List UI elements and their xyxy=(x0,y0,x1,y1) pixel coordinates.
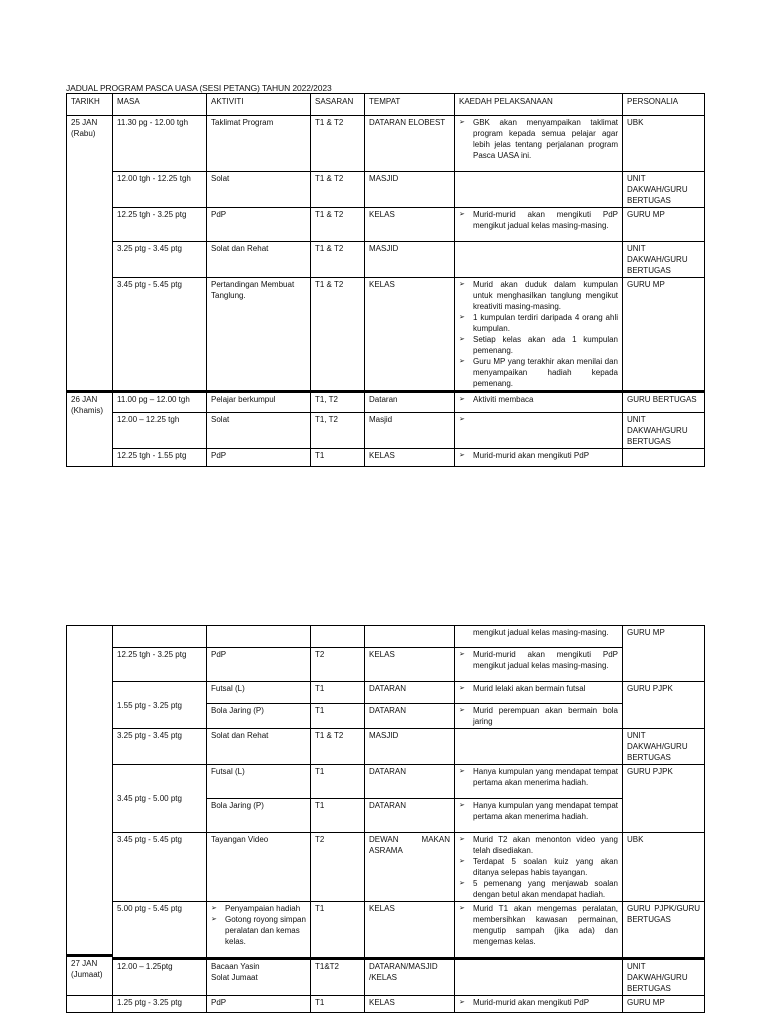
tempat-cell xyxy=(365,959,455,996)
header-aktiviti: AKTIVITI xyxy=(207,94,311,116)
masa-cell: 3.25 ptg - 3.45 ptg xyxy=(113,242,207,278)
header-tarikh: TARIKH xyxy=(67,94,113,116)
aktiviti-cell: Solat dan Rehat xyxy=(207,242,311,278)
aktiviti-cell: PdP xyxy=(207,208,311,242)
aktiviti-cell: Pertandingan Membuat Tanglung. xyxy=(207,278,311,392)
tempat-cell: KELAS xyxy=(365,648,455,682)
tempat-cell: DATARAN xyxy=(365,765,455,799)
arrowhead-bullet-icon: ➢ xyxy=(459,836,465,843)
sasaran-cell: T1 & T2 xyxy=(311,116,365,172)
kaedah-cell xyxy=(455,208,623,242)
aktiviti-cell: Futsal (L) xyxy=(207,765,311,799)
header-masa: MASA xyxy=(113,94,207,116)
sasaran-cell: T1 xyxy=(311,682,365,704)
sasaran-cell: T1&T2 xyxy=(311,959,365,996)
personalia-cell: UNIT DAKWAH/GURU BERTUGAS xyxy=(623,413,705,449)
masa-cell xyxy=(113,626,207,648)
table-row xyxy=(67,626,705,648)
kaedah-item: ➢ Hanya kumpulan yang mendapat tempat pertama akan menerima hadiah. xyxy=(459,767,618,787)
personalia-cell: UNIT DAKWAH/GURU BERTUGAS xyxy=(623,172,705,208)
tempat-cell: DATARAN xyxy=(365,799,455,833)
table-row xyxy=(67,278,705,392)
kaedah-cell xyxy=(455,116,623,172)
masa-cell: 12.00 – 1.25ptg xyxy=(113,959,207,996)
personalia-cell: GURU MP xyxy=(623,626,705,682)
masa-cell: 5.00 ptg - 5.45 ptg xyxy=(113,902,207,959)
personalia-cell: UNIT DAKWAH/GURU BERTUGAS xyxy=(623,729,705,765)
aktiviti-cell: PdP xyxy=(207,996,311,1013)
tempat-cell: KELAS xyxy=(365,278,455,392)
aktiviti-cell xyxy=(207,902,311,959)
kaedah-item: ➢ Murid T2 akan menonton video yang telah disediakan. xyxy=(459,835,618,855)
tempat-cell: KELAS xyxy=(365,449,455,467)
kaedah-item: ➢ Hanya kumpulan yang mendapat tempat pertama akan menerima hadiah. xyxy=(459,801,618,821)
aktiviti-cell: Futsal (L) xyxy=(207,682,311,704)
sasaran-cell: T1 xyxy=(311,902,365,959)
kaedah-cell xyxy=(455,626,623,648)
kaedah-cell xyxy=(455,799,623,833)
personalia-cell: GURU PJPK xyxy=(623,765,705,833)
date: 27 JAN xyxy=(71,959,98,968)
table-row xyxy=(67,833,705,902)
aktiviti-cell: Tayangan Video xyxy=(207,833,311,902)
arrowhead-bullet-icon: ➢ xyxy=(459,336,465,343)
table-row xyxy=(67,902,705,959)
date: 26 JAN xyxy=(71,395,98,404)
kaedah-cell xyxy=(455,996,623,1013)
aktiviti-cell: Bola Jaring (P) xyxy=(207,704,311,729)
arrowhead-bullet-icon: ➢ xyxy=(459,211,465,218)
kaedah-item: ➢ Aktiviti membaca xyxy=(459,395,534,404)
aktiviti-line: Bacaan Yasin xyxy=(211,962,260,971)
tempat-cell: Masjid xyxy=(365,413,455,449)
sasaran-cell: T1 & T2 xyxy=(311,208,365,242)
sasaran-cell: T2 xyxy=(311,648,365,682)
day: (Rabu) xyxy=(71,129,96,138)
masa-cell: 1.55 ptg - 3.25 ptg xyxy=(113,682,207,729)
document-title: JADUAL PROGRAM PASCA UASA (SESI PETANG) TAHUN 2022/2023 xyxy=(66,83,332,93)
aktiviti-cell: Taklimat Program xyxy=(207,116,311,172)
row-divider xyxy=(66,954,113,957)
table-row xyxy=(67,242,705,278)
header-kaedah: KAEDAH PELAKSANAAN xyxy=(455,94,623,116)
personalia-cell: UBK xyxy=(623,833,705,902)
masa-cell: 3.25 ptg - 3.45 ptg xyxy=(113,729,207,765)
kaedah-cell xyxy=(455,765,623,799)
table-row xyxy=(67,208,705,242)
masa-cell: 12.25 tgh - 3.25 ptg xyxy=(113,648,207,682)
table-row xyxy=(67,996,705,1013)
tempat-cell: KELAS xyxy=(365,902,455,959)
header-tempat: TEMPAT xyxy=(365,94,455,116)
tempat-cell: DEWAN MAKAN ASRAMA xyxy=(365,833,455,902)
tempat-cell: Dataran xyxy=(365,392,455,413)
tempat-line: /KELAS xyxy=(369,973,398,982)
kaedah-cell xyxy=(455,413,623,449)
aktiviti-line: Solat Jumaat xyxy=(211,973,258,982)
table-row xyxy=(67,648,705,682)
kaedah-cell xyxy=(455,833,623,902)
arrowhead-bullet-icon: ➢ xyxy=(459,802,465,809)
aktiviti-cell: Solat dan Rehat xyxy=(207,729,311,765)
personalia-cell: UNIT DAKWAH/GURU BERTUGAS xyxy=(623,242,705,278)
kaedah-cell xyxy=(455,729,623,765)
kaedah-item: ➢ 1 kumpulan terdiri daripada 4 orang ahli kumpulan. xyxy=(459,313,618,333)
personalia-cell: UBK xyxy=(623,116,705,172)
masa-cell: 3.45 ptg - 5.45 ptg xyxy=(113,833,207,902)
masa-cell: 1.25 ptg - 3.25 ptg xyxy=(113,996,207,1013)
tempat-cell: DATARAN ELOBEST xyxy=(365,116,455,172)
masa-cell: 3.45 ptg - 5.00 ptg xyxy=(113,765,207,833)
header-sasaran: SASARAN xyxy=(311,94,365,116)
schedule-table-2 xyxy=(66,625,705,1013)
kaedah-item xyxy=(459,414,618,425)
kaedah-item: ➢ Terdapat 5 soalan kuiz yang akan ditanya selepas habis tayangan. xyxy=(459,857,618,877)
table-row xyxy=(67,729,705,765)
arrowhead-bullet-icon: ➢ xyxy=(459,905,465,912)
arrowhead-bullet-icon: ➢ xyxy=(459,651,465,658)
tempat-cell: MASJID xyxy=(365,242,455,278)
aktiviti-cell: Solat xyxy=(207,172,311,208)
tempat-cell: DATARAN xyxy=(365,682,455,704)
aktiviti-cell: Pelajar berkumpul xyxy=(207,392,311,413)
arrowhead-bullet-icon: ➢ xyxy=(459,768,465,775)
arrowhead-bullet-icon: ➢ xyxy=(459,858,465,865)
arrowhead-bullet-icon: ➢ xyxy=(459,880,465,887)
aktiviti-item: ➢ Gotong royong simpan peralatan dan kemas kelas. xyxy=(211,915,306,946)
arrowhead-bullet-icon: ➢ xyxy=(459,358,465,365)
arrowhead-bullet-icon: ➢ xyxy=(459,685,465,692)
kaedah-item: mengikut jadual kelas masing-masing. xyxy=(473,628,609,637)
kaedah-item: ➢ Murid lelaki akan bermain futsal xyxy=(459,684,586,693)
day: (Khamis) xyxy=(71,406,104,415)
kaedah-item: ➢ Murid-murid akan mengikuti PdP xyxy=(459,998,590,1007)
arrowhead-bullet-icon: ➢ xyxy=(459,707,465,714)
aktiviti-item: ➢ Penyampaian hadiah xyxy=(211,904,301,913)
day: (Jumaat) xyxy=(71,970,103,979)
personalia-cell: GURU MP xyxy=(623,278,705,392)
personalia-cell xyxy=(623,449,705,467)
header-personalia: PERSONALIA xyxy=(623,94,705,116)
tempat-cell: DATARAN xyxy=(365,704,455,729)
sasaran-cell: T1, T2 xyxy=(311,413,365,449)
masa-cell: 12.25 tgh - 1.55 ptg xyxy=(113,449,207,467)
arrowhead-bullet-icon: ➢ xyxy=(459,396,465,403)
tempat-cell: MASJID xyxy=(365,729,455,765)
personalia-cell: GURU BERTUGAS xyxy=(623,392,705,413)
tempat-cell xyxy=(365,626,455,648)
kaedah-item: ➢ Murid T1 akan mengemas peralatan, membersihkan kawasan permainan, mengutip sampah (jika ada) dan mengemas kelas. xyxy=(459,904,618,946)
kaedah-cell xyxy=(455,682,623,704)
arrowhead-bullet-icon: ➢ xyxy=(211,905,217,912)
date-cell-27 xyxy=(71,958,103,980)
aktiviti-cell: Bola Jaring (P) xyxy=(207,799,311,833)
date-cell-25 xyxy=(67,116,113,392)
table-row xyxy=(67,172,705,208)
personalia-cell: GURU MP xyxy=(623,208,705,242)
kaedah-cell xyxy=(455,959,623,996)
table-row xyxy=(67,116,705,172)
sasaran-cell: T1 & T2 xyxy=(311,729,365,765)
masa-cell: 12.00 tgh - 12.25 tgh xyxy=(113,172,207,208)
kaedah-cell xyxy=(455,278,623,392)
kaedah-cell xyxy=(455,902,623,959)
table-row xyxy=(67,449,705,467)
kaedah-item: ➢ Murid-murid akan mengikuti PdP mengikut jadual kelas masing-masing. xyxy=(459,210,618,230)
sasaran-cell: T2 xyxy=(311,833,365,902)
masa-cell: 11.30 pg - 12.00 tgh xyxy=(113,116,207,172)
tempat-cell: KELAS xyxy=(365,208,455,242)
kaedah-item: ➢ Murid-murid akan mengikuti PdP xyxy=(459,451,590,460)
arrowhead-bullet-icon: ➢ xyxy=(459,119,465,126)
aktiviti-cell: Solat xyxy=(207,413,311,449)
table-row xyxy=(67,765,705,799)
aktiviti-cell xyxy=(207,626,311,648)
schedule-table-1 xyxy=(66,93,705,467)
aktiviti-cell xyxy=(207,959,311,996)
kaedah-cell xyxy=(455,704,623,729)
aktiviti-cell: PdP xyxy=(207,648,311,682)
sasaran-cell: T1 & T2 xyxy=(311,242,365,278)
kaedah-cell xyxy=(455,172,623,208)
personalia-cell: UNIT DAKWAH/GURU BERTUGAS xyxy=(623,959,705,996)
kaedah-item: ➢ Murid akan duduk dalam kumpulan untuk menghasilkan tanglung mengikut kreativiti masing-masing. xyxy=(459,280,618,311)
masa-cell: 12.25 tgh - 3.25 ptg xyxy=(113,208,207,242)
kaedah-item: ➢ GBK akan menyampaikan taklimat program kepada semua pelajar agar lebih jelas tentang perjalanan program Pasca UASA ini. xyxy=(459,118,618,160)
date-cell-continued xyxy=(67,626,113,996)
table-row xyxy=(67,682,705,704)
arrowhead-bullet-icon: ➢ xyxy=(459,314,465,321)
kaedah-cell xyxy=(455,648,623,682)
kaedah-item: ➢ Murid perempuan akan bermain bola jaring xyxy=(459,706,618,726)
tempat-cell: MASJID xyxy=(365,172,455,208)
sasaran-cell: T1 & T2 xyxy=(311,172,365,208)
kaedah-item: ➢ Setiap kelas akan ada 1 kumpulan pemenang. xyxy=(459,335,618,355)
personalia-cell: GURU PJPK xyxy=(623,682,705,729)
kaedah-cell xyxy=(455,449,623,467)
personalia-cell: GURU MP xyxy=(623,996,705,1013)
sasaran-cell: T1 xyxy=(311,799,365,833)
sasaran-cell: T1 xyxy=(311,996,365,1013)
arrowhead-bullet-icon: ➢ xyxy=(459,452,465,459)
sasaran-cell: T1 xyxy=(311,765,365,799)
table-row xyxy=(67,413,705,449)
aktiviti-cell: PdP xyxy=(207,449,311,467)
sasaran-cell: T1 xyxy=(311,449,365,467)
header-row xyxy=(67,94,705,116)
masa-cell: 3.45 ptg - 5.45 ptg xyxy=(113,278,207,392)
date: 25 JAN xyxy=(71,118,98,127)
sasaran-cell xyxy=(311,626,365,648)
sasaran-cell: T1 & T2 xyxy=(311,278,365,392)
table-row xyxy=(67,959,705,996)
arrowhead-bullet-icon: ➢ xyxy=(459,999,465,1006)
masa-cell: 11.00 pg – 12.00 tgh xyxy=(113,392,207,413)
kaedah-item: ➢ Murid-murid akan mengikuti PdP mengikut jadual kelas masing-masing. xyxy=(459,650,618,670)
date-cell-27-tail xyxy=(67,996,113,1013)
sasaran-cell: T1, T2 xyxy=(311,392,365,413)
tempat-cell: KELAS xyxy=(365,996,455,1013)
arrowhead-bullet-icon: ➢ xyxy=(459,416,465,423)
kaedah-item: ➢ 5 pemenang yang menjawab soalan dengan betul akan mendapat hadiah. xyxy=(459,879,618,899)
table-row xyxy=(67,392,705,413)
arrowhead-bullet-icon: ➢ xyxy=(459,281,465,288)
arrowhead-bullet-icon: ➢ xyxy=(211,916,217,923)
tempat-line: DATARAN/MASJID xyxy=(369,962,438,971)
date-cell-26 xyxy=(67,392,113,467)
kaedah-item: ➢ Guru MP yang terakhir akan menilai dan menyampaikan hadiah kepada pemenang. xyxy=(459,357,618,388)
masa-cell: 12.00 – 12.25 tgh xyxy=(113,413,207,449)
kaedah-cell xyxy=(455,392,623,413)
personalia-cell: GURU PJPK/GURU BERTUGAS xyxy=(623,902,705,959)
sasaran-cell: T1 xyxy=(311,704,365,729)
kaedah-cell xyxy=(455,242,623,278)
